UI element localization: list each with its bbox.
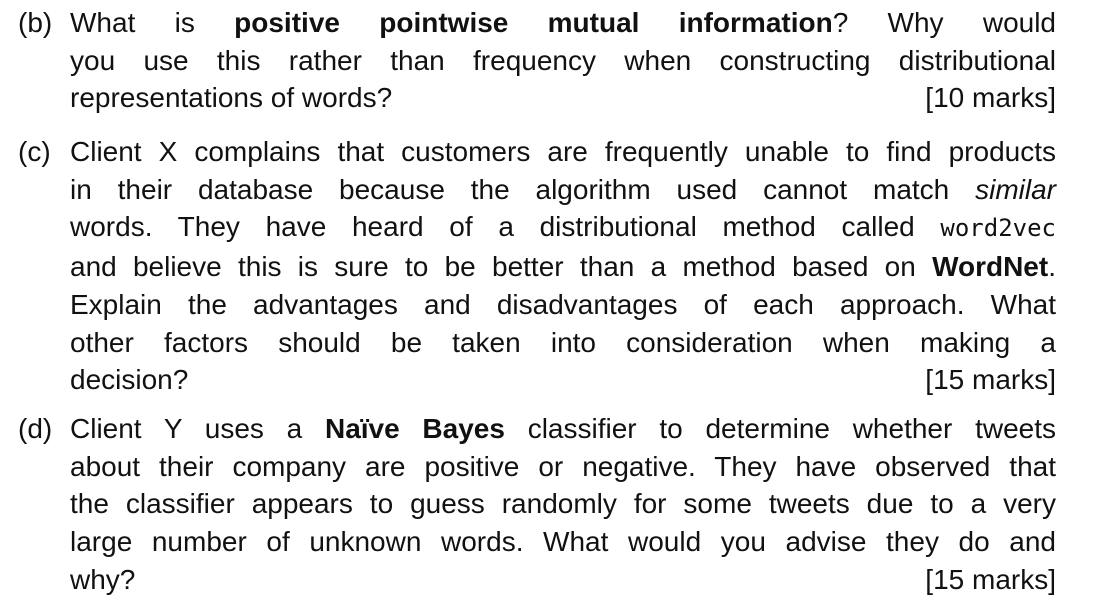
- marks: [10 marks]: [925, 82, 1056, 114]
- question-label: (d): [18, 413, 53, 444]
- text-fragment: decision?: [70, 364, 189, 396]
- text-line: other factors should be taken into consideration when making a: [70, 326, 1056, 358]
- text-line: [70, 361, 1056, 399]
- text-line: [70, 208, 1056, 248]
- marks: [15 marks]: [925, 364, 1056, 396]
- text-fragment: in their database because the algorithm used cannot match: [70, 173, 950, 205]
- text-fragment: representations of words?: [70, 82, 393, 114]
- key-term: Naïve Bayes: [324, 413, 505, 444]
- text-fragment: What is: [70, 7, 195, 38]
- text-fragment: .: [1048, 251, 1056, 283]
- text-line: large number of unknown words. What would you advise they do and: [70, 526, 1056, 558]
- text-line: the classifier appears to guess randomly for some tweets due to a very: [70, 488, 1056, 520]
- key-term: positive pointwise mutual information: [234, 7, 833, 38]
- text-line: Client X complains that customers are frequently unable to find products: [70, 136, 1056, 167]
- question-b: [18, 4, 1056, 117]
- text-line: you use this rather than frequency when constructing distributional: [70, 44, 1056, 76]
- text-line: about their company are positive or negative. They have observed that: [70, 450, 1056, 482]
- marks: [15 marks]: [925, 563, 1056, 595]
- text-line: [70, 410, 1056, 448]
- question-d: [18, 410, 1056, 599]
- question-label: (c): [18, 136, 51, 167]
- text-fragment: why?: [70, 563, 136, 595]
- text-fragment: classifier to determine whether tweets: [527, 413, 1056, 444]
- text-line: Explain the advantages and disadvantages of each approach. What: [70, 288, 1056, 320]
- emphasis-term: similar: [975, 173, 1057, 205]
- text-line: [70, 561, 1056, 599]
- code-term: word2vec: [940, 214, 1056, 243]
- question-label: (b): [18, 7, 53, 38]
- text-fragment: Client Y uses a: [70, 413, 303, 444]
- question-c: [18, 133, 1056, 399]
- question-text: [70, 410, 1056, 599]
- text-line: [70, 4, 1056, 42]
- text-line: [70, 248, 1056, 286]
- text-line: [70, 171, 1056, 209]
- key-term: WordNet: [932, 251, 1049, 283]
- text-line: [70, 79, 1056, 117]
- text-fragment: words. They have heard of a distributional method called: [70, 211, 915, 243]
- question-text: [70, 4, 1056, 117]
- text-fragment: ? Why would: [832, 7, 1057, 38]
- question-text: [70, 133, 1056, 399]
- text-fragment: and believe this is sure to be better than a method based on: [70, 251, 916, 283]
